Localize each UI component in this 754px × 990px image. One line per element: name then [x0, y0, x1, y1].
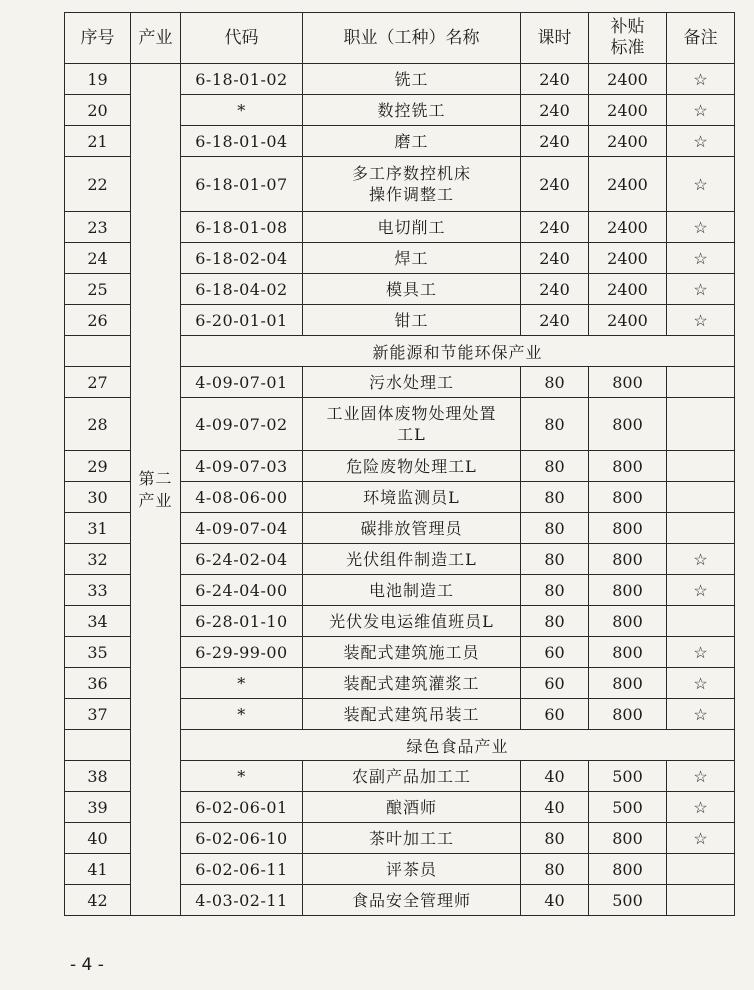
section-title: 新能源和节能环保产业: [181, 336, 735, 367]
occupation-name: 模具工: [303, 274, 521, 305]
occupation-name: 钳工: [303, 305, 521, 336]
occupation-code: 6-18-01-08: [181, 212, 303, 243]
course-hours: 60: [521, 637, 589, 668]
header-industry: 产业: [131, 13, 181, 64]
course-hours: 60: [521, 668, 589, 699]
course-hours: 80: [521, 606, 589, 637]
course-hours: 40: [521, 792, 589, 823]
occupation-name: 农副产品加工工: [303, 761, 521, 792]
subsidy-amount: 500: [589, 885, 667, 916]
row-number: 20: [65, 95, 131, 126]
subsidy-amount: 800: [589, 398, 667, 451]
subsidy-amount: 2400: [589, 64, 667, 95]
occupation-code: 6-18-01-07: [181, 157, 303, 212]
subsidy-amount: 800: [589, 367, 667, 398]
occupation-name: 酿酒师: [303, 792, 521, 823]
occupation-code: 6-18-04-02: [181, 274, 303, 305]
row-number: 26: [65, 305, 131, 336]
occupation-name: 评茶员: [303, 854, 521, 885]
occupation-code: 4-08-06-00: [181, 482, 303, 513]
course-hours: 240: [521, 212, 589, 243]
row-number: 36: [65, 668, 131, 699]
occupation-code: *: [181, 699, 303, 730]
course-hours: 40: [521, 885, 589, 916]
occupation-name: 电切削工: [303, 212, 521, 243]
subsidy-amount: 500: [589, 761, 667, 792]
course-hours: 80: [521, 544, 589, 575]
note-star: [667, 482, 735, 513]
occupation-name: 危险废物处理工L: [303, 451, 521, 482]
note-star: ☆: [667, 243, 735, 274]
row-number: 33: [65, 575, 131, 606]
course-hours: 240: [521, 64, 589, 95]
row-number: 41: [65, 854, 131, 885]
subsidy-amount: 800: [589, 606, 667, 637]
subsidy-amount: 800: [589, 544, 667, 575]
row-number: 29: [65, 451, 131, 482]
table-row: [65, 64, 735, 95]
subsidy-amount: 2400: [589, 305, 667, 336]
header-hours: 课时: [521, 13, 589, 64]
subsidy-amount: 800: [589, 451, 667, 482]
table-body: [65, 64, 735, 916]
row-number: 25: [65, 274, 131, 305]
occupation-name: 工业固体废物处理处置 工L: [303, 398, 521, 451]
occupation-name: 装配式建筑施工员: [303, 637, 521, 668]
course-hours: 240: [521, 305, 589, 336]
course-hours: 80: [521, 398, 589, 451]
subsidy-amount: 800: [589, 668, 667, 699]
occupation-code: 6-02-06-10: [181, 823, 303, 854]
row-number: 40: [65, 823, 131, 854]
subsidy-amount: 800: [589, 854, 667, 885]
course-hours: 60: [521, 699, 589, 730]
occupation-name: 光伏发电运维值班员L: [303, 606, 521, 637]
row-number: 27: [65, 367, 131, 398]
subsidy-amount: 2400: [589, 126, 667, 157]
course-hours: 80: [521, 451, 589, 482]
course-hours: 240: [521, 274, 589, 305]
occupation-name: 数控铣工: [303, 95, 521, 126]
occupation-name: 食品安全管理师: [303, 885, 521, 916]
section-no-cell: [65, 336, 131, 367]
page-number: - 4 -: [70, 955, 104, 975]
subsidy-amount: 2400: [589, 157, 667, 212]
subsidy-amount: 800: [589, 637, 667, 668]
note-star: ☆: [667, 126, 735, 157]
occupation-name: 污水处理工: [303, 367, 521, 398]
occupation-name: 装配式建筑灌浆工: [303, 668, 521, 699]
subsidy-amount: 800: [589, 699, 667, 730]
course-hours: 240: [521, 95, 589, 126]
subsidy-amount: 800: [589, 482, 667, 513]
course-hours: 80: [521, 854, 589, 885]
header-code: 代码: [181, 13, 303, 64]
occupation-name: 多工序数控机床 操作调整工: [303, 157, 521, 212]
occupation-table: [64, 12, 735, 916]
note-star: [667, 854, 735, 885]
occupation-code: 6-28-01-10: [181, 606, 303, 637]
occupation-code: 4-09-07-04: [181, 513, 303, 544]
subsidy-amount: 2400: [589, 212, 667, 243]
note-star: [667, 398, 735, 451]
subsidy-amount: 500: [589, 792, 667, 823]
course-hours: 80: [521, 367, 589, 398]
row-number: 24: [65, 243, 131, 274]
note-star: ☆: [667, 668, 735, 699]
row-number: 38: [65, 761, 131, 792]
occupation-code: 4-09-07-03: [181, 451, 303, 482]
subsidy-amount: 2400: [589, 274, 667, 305]
header-row: [65, 13, 735, 64]
row-number: 37: [65, 699, 131, 730]
section-no-cell: [65, 730, 131, 761]
row-number: 42: [65, 885, 131, 916]
row-number: 23: [65, 212, 131, 243]
course-hours: 80: [521, 482, 589, 513]
row-number: 35: [65, 637, 131, 668]
section-title: 绿色食品产业: [181, 730, 735, 761]
occupation-code: 4-09-07-02: [181, 398, 303, 451]
note-star: ☆: [667, 544, 735, 575]
occupation-code: 4-09-07-01: [181, 367, 303, 398]
note-star: ☆: [667, 64, 735, 95]
note-star: [667, 513, 735, 544]
note-star: ☆: [667, 274, 735, 305]
course-hours: 240: [521, 126, 589, 157]
note-star: ☆: [667, 575, 735, 606]
row-number: 19: [65, 64, 131, 95]
occupation-code: *: [181, 761, 303, 792]
occupation-code: 6-18-01-02: [181, 64, 303, 95]
subsidy-amount: 2400: [589, 243, 667, 274]
occupation-name: 磨工: [303, 126, 521, 157]
subsidy-amount: 800: [589, 823, 667, 854]
note-star: ☆: [667, 212, 735, 243]
occupation-code: 6-24-02-04: [181, 544, 303, 575]
occupation-name: 焊工: [303, 243, 521, 274]
header-note: 备注: [667, 13, 735, 64]
course-hours: 80: [521, 575, 589, 606]
industry-cell: 第二 产业: [131, 64, 181, 916]
course-hours: 240: [521, 243, 589, 274]
note-star: ☆: [667, 637, 735, 668]
subsidy-amount: 800: [589, 575, 667, 606]
subsidy-amount: 800: [589, 513, 667, 544]
course-hours: 240: [521, 157, 589, 212]
occupation-name: 电池制造工: [303, 575, 521, 606]
note-star: ☆: [667, 95, 735, 126]
row-number: 34: [65, 606, 131, 637]
row-number: 30: [65, 482, 131, 513]
header-occupation: 职业（工种）名称: [303, 13, 521, 64]
note-star: ☆: [667, 305, 735, 336]
occupation-code: 6-02-06-11: [181, 854, 303, 885]
course-hours: 80: [521, 823, 589, 854]
note-star: ☆: [667, 823, 735, 854]
header-no: 序号: [65, 13, 131, 64]
note-star: [667, 885, 735, 916]
row-number: 31: [65, 513, 131, 544]
course-hours: 40: [521, 761, 589, 792]
note-star: [667, 367, 735, 398]
note-star: ☆: [667, 792, 735, 823]
occupation-name: 碳排放管理员: [303, 513, 521, 544]
note-star: ☆: [667, 157, 735, 212]
row-number: 28: [65, 398, 131, 451]
occupation-name: 光伏组件制造工L: [303, 544, 521, 575]
occupation-code: *: [181, 95, 303, 126]
row-number: 21: [65, 126, 131, 157]
occupation-name: 茶叶加工工: [303, 823, 521, 854]
note-star: ☆: [667, 761, 735, 792]
occupation-code: 6-18-02-04: [181, 243, 303, 274]
occupation-code: 6-02-06-01: [181, 792, 303, 823]
occupation-code: 4-03-02-11: [181, 885, 303, 916]
occupation-code: 6-18-01-04: [181, 126, 303, 157]
occupation-code: 6-29-99-00: [181, 637, 303, 668]
occupation-name: 装配式建筑吊装工: [303, 699, 521, 730]
course-hours: 80: [521, 513, 589, 544]
occupation-code: *: [181, 668, 303, 699]
row-number: 22: [65, 157, 131, 212]
subsidy-amount: 2400: [589, 95, 667, 126]
row-number: 39: [65, 792, 131, 823]
occupation-name: 环境监测员L: [303, 482, 521, 513]
occupation-code: 6-24-04-00: [181, 575, 303, 606]
note-star: [667, 606, 735, 637]
header-subsidy: 补贴 标准: [589, 13, 667, 64]
note-star: [667, 451, 735, 482]
note-star: ☆: [667, 699, 735, 730]
occupation-name: 铣工: [303, 64, 521, 95]
row-number: 32: [65, 544, 131, 575]
occupation-code: 6-20-01-01: [181, 305, 303, 336]
